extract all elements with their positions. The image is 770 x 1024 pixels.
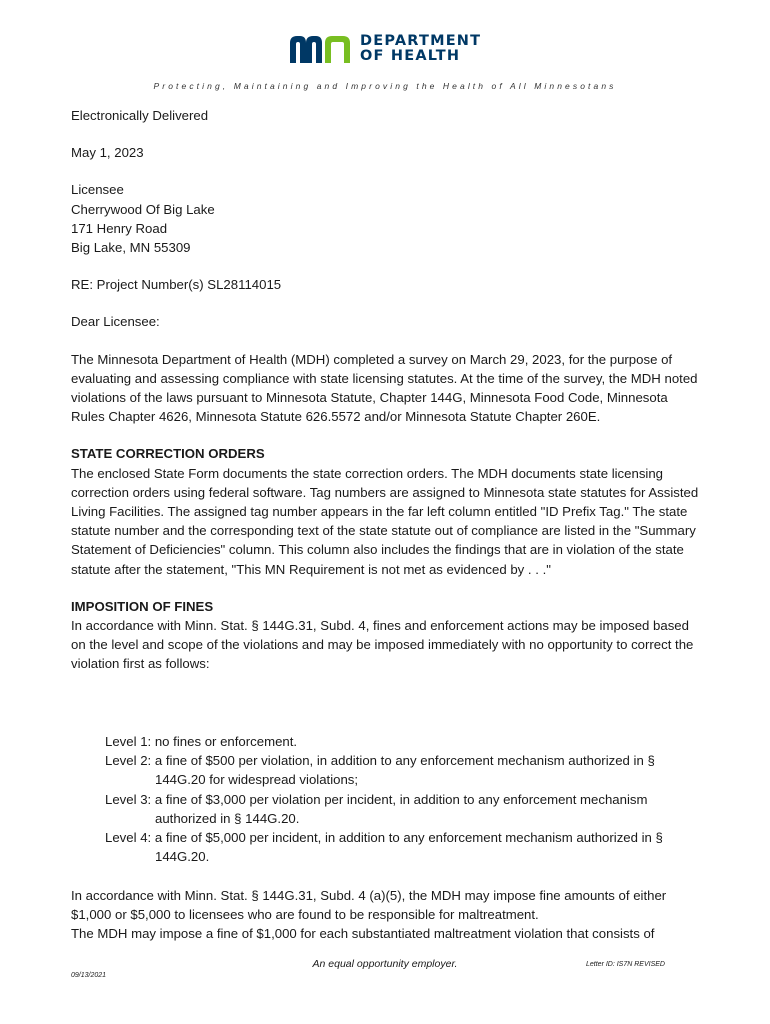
logo-line-2: OF HEALTH (360, 48, 461, 64)
logo-wordmark (360, 34, 481, 64)
letter-body (71, 106, 701, 674)
address-line: Cherrywood Of Big Lake (71, 201, 215, 217)
closing-text (71, 886, 701, 944)
re-line: RE: Project Number(s) SL28114015 (71, 277, 282, 293)
maltreatment-fine-detail: The MDH may impose a fine of $1,000 for each substantiated maltreatment violation that consists of (71, 926, 655, 942)
fine-level-item: Level 3: a fine of $3,000 per violation per incident, in addition to any enforcement mechanism authorized in § 144G.20. (105, 791, 648, 826)
fines-paragraph: In accordance with Minn. Stat. § 144G.31, Subd. 4, fines and enforcement actions may be imposed based on the level and scope of the violations and may be imposed immediately with no opportunity to correct the violation first as follows: (71, 618, 694, 672)
fine-level-item: Level 1: no fines or enforcement. (105, 734, 298, 749)
footer-letter-id: Letter ID: IS7N REVISED (586, 961, 665, 968)
recipient-address (71, 180, 701, 257)
section-heading-fines: IMPOSITION OF FINES (71, 598, 214, 614)
fine-levels-list (105, 732, 705, 866)
footer-equal-opportunity: An equal opportunity employer. (312, 958, 458, 970)
section-heading-correction-orders: STATE CORRECTION ORDERS (71, 446, 265, 462)
delivery-method: Electronically Delivered (71, 108, 209, 123)
mdh-logo (289, 34, 481, 64)
mn-logo-icon (289, 34, 353, 64)
fine-level-item: Level 4: a fine of $5,000 per incident, in addition to any enforcement mechanism authorized in § 144G.20. (105, 830, 663, 865)
correction-orders-paragraph: The enclosed State Form documents the state correction orders. The MDH documents state licensing correction orders using federal software. Tag numbers are assigned to Minnesota state statutes for Assisted Living Facilities. The assigned tag number appears in the far left column entitled "ID Prefix Tag." The state statute number and the corresponding text of the state statute out of compliance are listed in the "Summary Statement of Deficiencies" column. This column also includes the findings that are in violation of the state statute after the statement, "This MN Requirement is not met as evidenced by . . ." (71, 465, 699, 577)
address-line: Big Lake, MN 55309 (71, 240, 191, 256)
address-line: Licensee (71, 182, 124, 198)
salutation: Dear Licensee: (71, 314, 160, 330)
address-line: 171 Henry Road (71, 220, 168, 236)
tagline: Protecting, Maintaining and Improving the Health of All Minnesotans (153, 81, 617, 91)
intro-paragraph: The Minnesota Department of Health (MDH) completed a survey on March 29, 2023, for the purpose of evaluating and assessing compliance with state licensing statutes. At the time of the survey, the MDH noted violations of the laws pursuant to Minnesota Statute, Chapter 144G, Minnesota Food Code, Minnesota Rules Chapter 4626, Minnesota Statute 626.5572 and/or Minnesota Statute Chapter 260E. (71, 351, 698, 425)
maltreatment-fines-paragraph: In accordance with Minn. Stat. § 144G.31, Subd. 4 (a)(5), the MDH may impose fine amounts of either $1,000 or $5,000 to licensees who are found to be responsible for maltreatment. (71, 888, 667, 923)
footer-revision-date: 09/13/2021 (71, 972, 107, 979)
letter-date: May 1, 2023 (71, 145, 144, 161)
fine-level-item: Level 2: a fine of $500 per violation, in addition to any enforcement mechanism authorized in § 144G.20 for widespread violations; (105, 753, 655, 788)
logo-line-1: DEPARTMENT (360, 33, 482, 49)
